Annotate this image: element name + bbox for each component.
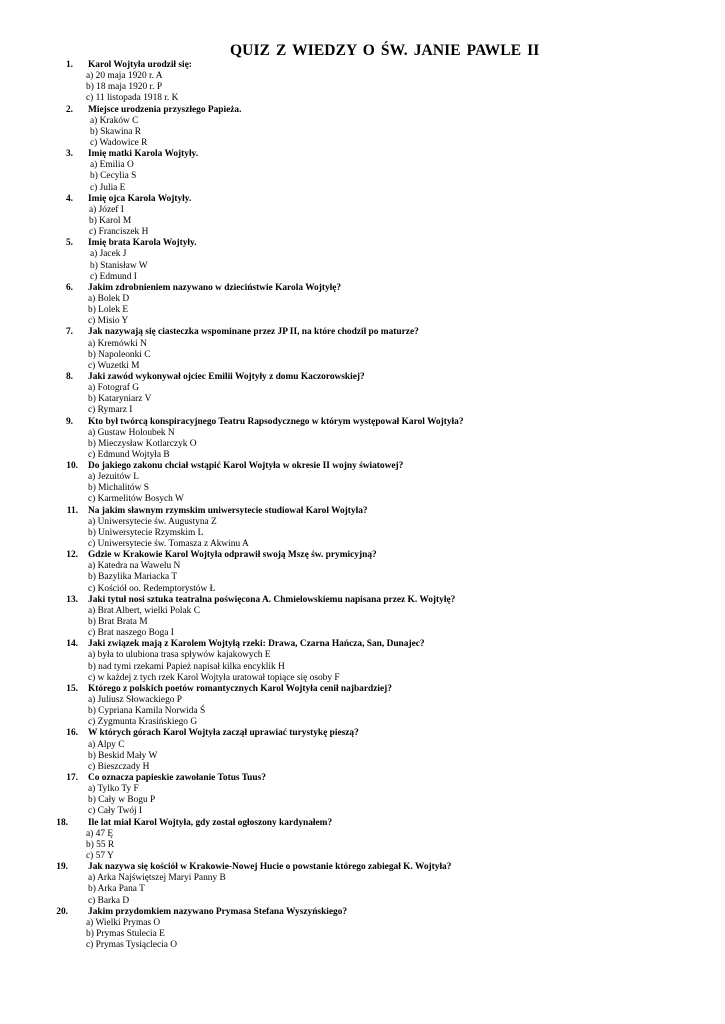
question-text: Jakim zdrobnieniem nazywano w dzieciństwie Karola Wojtyłę? (88, 282, 342, 293)
question-number: 17. (66, 773, 78, 783)
answer-option-text: b) Lolek E (88, 305, 129, 316)
answer-option-text: c) Edmund Wojtyła B (88, 449, 170, 460)
answer-option-text: b) Beskid Mały W (88, 750, 158, 761)
question-line (0, 728, 725, 739)
answer-option-text: a) 20 maja 1920 r. A (86, 71, 163, 82)
answer-option (0, 472, 725, 483)
answer-option (0, 740, 725, 751)
answer-option-text: b) Uniwersytecie Rzymskim L (88, 527, 204, 538)
question-line (0, 595, 725, 606)
question-list (0, 60, 725, 951)
question-number: 1. (65, 60, 73, 70)
answer-option-text: c) Barka D (88, 895, 130, 906)
answer-option (0, 572, 725, 583)
answer-option-text: b) Cecylia S (90, 171, 137, 182)
answer-option-text: b) Cały w Bogu P (88, 795, 156, 806)
question-text: Jak nazywają się ciasteczka wspominane przez JP II, na które chodził po maturze? (88, 327, 419, 338)
answer-option (0, 261, 725, 272)
answer-option-text: b) 55 R (86, 839, 115, 850)
answer-option-text: a) Tylko Ty F (88, 784, 139, 795)
answer-option (0, 361, 725, 372)
answer-option (0, 628, 725, 639)
answer-option-text: a) 47 Ę (86, 828, 114, 839)
answer-option-text: b) Stanisław W (90, 260, 148, 271)
answer-option-text: c) Franciszek H (89, 227, 149, 238)
question-text: Imię matki Karola Wojtyły. (88, 149, 199, 160)
question-number: 16. (66, 728, 78, 739)
answer-option-text: c) Wuzetki M (88, 360, 140, 371)
answer-option-text: b) Cypriana Kamila Norwida Ś (88, 706, 206, 717)
question-number: 6. (65, 282, 73, 293)
question-text: Kto był twórcą konspiracyjnego Teatru Rapsodycznego w którym występował Karol Wojtyła? (88, 416, 464, 427)
answer-option-text: a) Bolek D (88, 293, 130, 304)
answer-option-text: a) była to ulubiona trasa spływów kajakowych E (88, 650, 271, 661)
answer-option (0, 405, 725, 416)
answer-option-text: c) Julia E (90, 182, 126, 193)
question-line (0, 149, 725, 160)
answer-option (0, 650, 725, 661)
question-number: 19. (56, 862, 68, 873)
answer-option (0, 851, 725, 862)
question-line (0, 238, 725, 249)
answer-option-text: a) Alpy C (88, 739, 125, 750)
answer-option (0, 160, 725, 171)
question-line (0, 907, 725, 918)
question-number: 13. (66, 594, 78, 605)
answer-option (0, 884, 725, 895)
answer-option-text: c) Misio Y (88, 316, 129, 327)
question-line (0, 506, 725, 517)
answer-option (0, 294, 725, 305)
answer-option-text: a) Gustaw Holoubek N (88, 427, 175, 438)
question-number: 14. (66, 639, 78, 650)
answer-option (0, 249, 725, 260)
answer-option-text: c) Brat naszego Boga I (88, 628, 174, 639)
answer-option-text: b) Kataryniarz V (88, 394, 152, 405)
answer-option (0, 673, 725, 684)
answer-option (0, 717, 725, 728)
answer-option (0, 138, 725, 149)
answer-option (0, 918, 725, 929)
answer-option (0, 706, 725, 717)
answer-option-text: a) Brat Albert, wielki Polak C (88, 605, 200, 616)
answer-option (0, 929, 725, 940)
question-text: Jaki zawód wykonywał ojciec Emilii Wojtyły z domu Kaczorowskiej? (88, 371, 365, 382)
question-text: Jak nazywa się kościół w Krakowie-Nowej Hucie o powstanie którego zabiegał K. Wojtyła? (88, 862, 452, 873)
answer-option (0, 896, 725, 907)
answer-option (0, 450, 725, 461)
question-text: Imię brata Karola Wojtyły. (88, 238, 197, 249)
answer-option-text: c) Edmund I (90, 271, 137, 282)
question-number: 12. (66, 550, 78, 561)
answer-option-text: c) 57 Y (86, 850, 114, 861)
answer-option-text: b) 18 maja 1920 r. P (86, 82, 163, 93)
answer-option (0, 517, 725, 528)
answer-option (0, 216, 725, 227)
answer-option (0, 784, 725, 795)
answer-option (0, 350, 725, 361)
answer-option (0, 483, 725, 494)
answer-option-text: c) Prymas Tysiąclecia O (86, 940, 178, 951)
question-number: 8. (65, 371, 73, 382)
answer-option (0, 71, 725, 82)
question-number: 2. (65, 104, 73, 115)
question-line (0, 773, 725, 784)
answer-option-text: a) Wielki Prymas O (86, 917, 161, 928)
answer-option (0, 316, 725, 327)
answer-option (0, 829, 725, 840)
question-number: 4. (65, 193, 73, 204)
answer-option-text: b) nad tymi rzekami Papież napisał kilka encyklik H (88, 661, 285, 672)
answer-option-text: a) Jacek J (90, 249, 127, 260)
answer-option (0, 116, 725, 127)
answer-option (0, 584, 725, 595)
question-text: Do jakiego zakonu chciał wstąpić Karol Wojtyła w okresie II wojny światowej? (88, 461, 404, 472)
question-text: Jaki związek mają z Karolem Wojtyłą rzeki: Drawa, Czarna Hańcza, San, Dunajec? (88, 639, 425, 650)
answer-option-text: c) Wadowice R (90, 137, 148, 148)
answer-option (0, 762, 725, 773)
question-text: Ile lat miał Karol Wojtyła, gdy został ogłoszony kardynałem? (88, 817, 333, 828)
answer-option (0, 561, 725, 572)
answer-option (0, 751, 725, 762)
answer-option (0, 394, 725, 405)
answer-option-text: a) Katedra na Wawelu N (88, 561, 181, 572)
question-text: Na jakim sławnym rzymskim uniwersytecie studiował Karol Wojtyła? (88, 505, 368, 516)
answer-option (0, 662, 725, 673)
answer-option-text: a) Fotograf G (88, 383, 140, 394)
answer-option (0, 93, 725, 104)
question-number: 7. (65, 327, 73, 338)
question-number: 9. (65, 416, 73, 427)
question-line (0, 862, 725, 873)
answer-option-text: b) Mieczysław Kotlarczyk O (88, 438, 197, 449)
answer-option (0, 82, 725, 93)
question-text: Którego z polskich poetów romantycznych Karol Wojtyła cenił najbardziej? (88, 683, 392, 694)
answer-option (0, 205, 725, 216)
answer-option-text: a) Jezuitów L (88, 472, 140, 483)
answer-option-text: a) Arka Najświętszej Maryi Panny B (88, 873, 226, 884)
question-text: Jakim przydomkiem nazywano Prymasa Stefana Wyszyńskiego? (88, 906, 348, 917)
answer-option (0, 606, 725, 617)
question-line (0, 372, 725, 383)
answer-option-text: c) Bieszczady H (88, 761, 150, 772)
answer-option-text: c) Cały Twój I (88, 806, 143, 817)
answer-option (0, 539, 725, 550)
answer-option (0, 940, 725, 951)
answer-option-text: a) Emilia O (90, 160, 134, 171)
answer-option-text: b) Brat Brata M (88, 617, 148, 628)
question-text: Jaki tytuł nosi sztuka teatralna poświęcona A. Chmielowskiemu napisana przez K. Wojtyłę? (88, 594, 456, 605)
answer-option (0, 227, 725, 238)
question-text: Miejsce urodzenia przyszłego Papieża. (88, 104, 242, 115)
answer-option (0, 617, 725, 628)
answer-option (0, 183, 725, 194)
question-number: 20. (56, 906, 68, 917)
question-line (0, 283, 725, 294)
question-number: 11. (66, 505, 78, 516)
question-line (0, 60, 725, 71)
question-text: Imię ojca Karola Wojtyły. (88, 193, 192, 204)
answer-option-text: b) Prymas Stulecia E (86, 928, 165, 939)
answer-option-text: c) Kościół oo. Redemptorystów Ł (88, 583, 216, 594)
answer-option (0, 428, 725, 439)
answer-option-text: a) Uniwersytecie św. Augustyna Z (88, 516, 217, 527)
question-number: 3. (65, 149, 73, 160)
answer-option-text: c) Rymarz I (88, 405, 133, 416)
answer-option-text: a) Kremówki N (88, 338, 147, 349)
answer-option (0, 305, 725, 316)
answer-option (0, 127, 725, 138)
answer-option-text: c) Karmelitów Bosych W (88, 494, 184, 505)
answer-option (0, 528, 725, 539)
answer-option (0, 795, 725, 806)
question-line (0, 327, 725, 338)
question-line (0, 194, 725, 205)
answer-option-text: b) Bazylika Mariacka T (88, 572, 178, 583)
answer-option (0, 873, 725, 884)
question-line (0, 461, 725, 472)
answer-option-text: c) Uniwersytecie św. Tomasza z Akwinu A (88, 539, 249, 550)
question-line (0, 639, 725, 650)
answer-option-text: b) Skawina R (90, 126, 142, 137)
quiz-title: QUIZ Z WIEDZY O ŚW. JANIE PAWLE II (230, 42, 540, 59)
answer-option (0, 439, 725, 450)
question-text: Karol Wojtyła urodził się: (88, 60, 192, 70)
question-line (0, 550, 725, 561)
answer-option-text: b) Michalitów S (88, 483, 149, 494)
question-line (0, 818, 725, 829)
answer-option-text: c) 11 listopada 1918 r. K (86, 93, 179, 104)
question-number: 18. (56, 817, 68, 828)
question-number: 5. (65, 238, 73, 249)
answer-option (0, 339, 725, 350)
question-number: 15. (66, 683, 78, 694)
answer-option (0, 840, 725, 851)
answer-option (0, 272, 725, 283)
question-line (0, 417, 725, 428)
answer-option-text: b) Napoleonki C (88, 349, 151, 360)
answer-option-text: c) w każdej z tych rzek Karol Wojtyła uratował topiące się osoby F (88, 672, 340, 683)
question-text: W których górach Karol Wojtyła zaczął uprawiać turystykę pieszą? (88, 728, 359, 739)
answer-option (0, 494, 725, 505)
question-text: Gdzie w Krakowie Karol Wojtyła odprawił swoją Mszę św. prymicyjną? (88, 550, 377, 561)
answer-option (0, 695, 725, 706)
question-text: Co oznacza papieskie zawołanie Totus Tuus? (88, 773, 266, 783)
answer-option-text: a) Kraków C (90, 115, 139, 126)
answer-option-text: b) Karol M (89, 215, 132, 226)
question-line (0, 105, 725, 116)
answer-option-text: a) Juliusz Słowackiego P (88, 695, 182, 706)
answer-option (0, 171, 725, 182)
answer-option (0, 383, 725, 394)
answer-option-text: c) Zygmunta Krasińskiego G (88, 717, 198, 728)
answer-option-text: b) Arka Pana T (88, 884, 145, 895)
answer-option-text: a) Józef I (89, 204, 124, 215)
question-number: 10. (66, 461, 78, 472)
answer-option (0, 806, 725, 817)
question-line (0, 684, 725, 695)
